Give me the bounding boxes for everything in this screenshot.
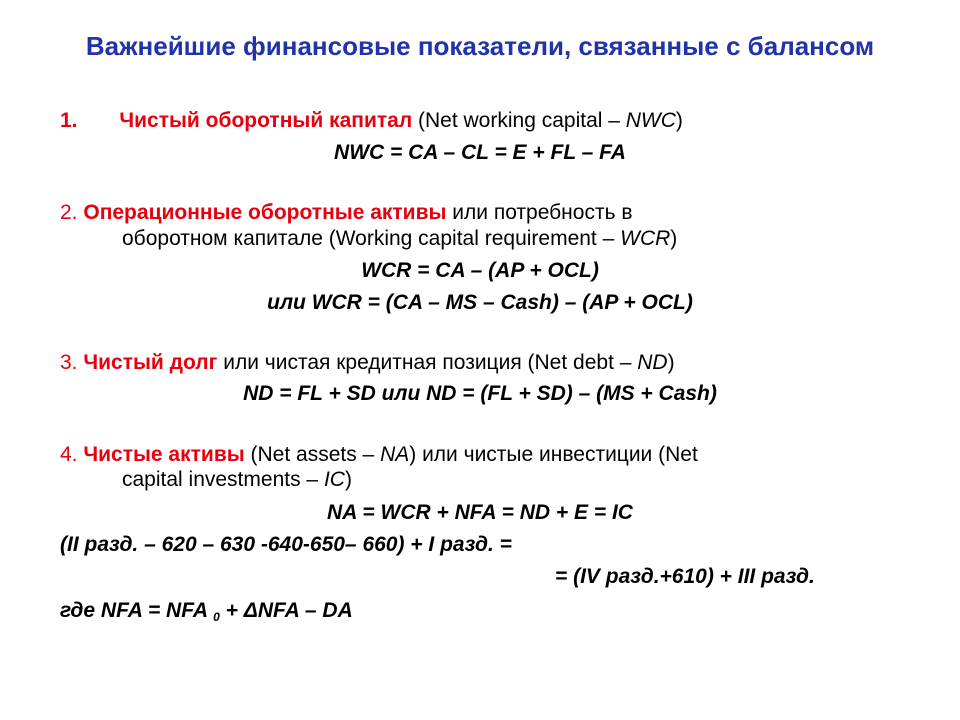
item-3-desc-a: или чистая кредитная позиция (Net debt –: [217, 351, 638, 374]
item-3-desc-b: ): [667, 351, 675, 374]
item-4-desc-line2: [122, 467, 352, 493]
item-4-abbr: NA: [380, 443, 410, 466]
item-3-name: Чистый долг: [83, 351, 218, 374]
item-4-formula: NA = WCR + NFA = ND + E = IC: [327, 501, 633, 524]
item-3-number: 3.: [60, 351, 84, 374]
item-4-nfa-line: [60, 598, 353, 630]
item-3-abbr: ND: [637, 351, 668, 374]
item-4-desc-line2-b: ): [344, 468, 352, 491]
item-4-nfa-sub: 0: [213, 610, 220, 624]
item-4-nfa-b: + ΔNFA – DA: [219, 599, 353, 622]
item-4-number: 4.: [60, 443, 84, 466]
item-2-name: Операционные оборотные активы: [83, 201, 447, 224]
item-2-desc-a: или потребность в: [446, 201, 633, 224]
slide-title: Важнейшие финансовые показатели, связанные с балансом: [85, 31, 875, 61]
item-4-nfa-a: где NFA = NFA: [60, 599, 214, 622]
item-1-name: Чистый оборотный капитал: [119, 109, 413, 132]
item-1-heading: [60, 108, 683, 134]
item-2-formula-1: WCR = CA – (AP + OCL): [361, 259, 599, 282]
item-2-formula-2: или WCR = (CA – MS – Cash) – (AP + OCL): [267, 291, 693, 314]
item-2-abbr: WCR: [620, 227, 671, 250]
item-1-number: 1.: [60, 109, 78, 132]
item-4-heading: [60, 442, 698, 468]
item-1-desc-a: (Net working capital –: [412, 109, 626, 132]
item-4-desc-b: ) или чистые инвестиции (Net: [409, 443, 698, 466]
item-3-formula: ND = FL + SD или ND = (FL + SD) – (MS + Cash): [243, 382, 717, 405]
item-3-heading: [60, 350, 675, 376]
item-1-formula: NWC = CA – CL = E + FL – FA: [334, 141, 626, 164]
item-2-desc-line2-b: ): [670, 227, 678, 250]
item-4-name: Чистые активы: [83, 443, 245, 466]
item-4-section-line-a: (II разд. – 620 – 630 -640-650– 660) + I разд. =: [60, 533, 512, 556]
item-4-desc-a: (Net assets –: [244, 443, 381, 466]
item-4-desc-line2-a: capital investments –: [122, 468, 324, 491]
item-4-abbr-2: IC: [323, 468, 345, 491]
item-4-section-line-b: = (IV разд.+610) + III разд.: [555, 565, 815, 588]
item-2-number: 2.: [60, 201, 84, 224]
item-1-abbr: NWC: [625, 109, 676, 132]
item-2-desc-line2-a: оборотном капитале (Working capital requirement –: [122, 227, 621, 250]
item-2-heading: [60, 200, 633, 226]
item-1-desc-b: ): [675, 109, 683, 132]
item-2-desc-line2: [122, 226, 677, 252]
